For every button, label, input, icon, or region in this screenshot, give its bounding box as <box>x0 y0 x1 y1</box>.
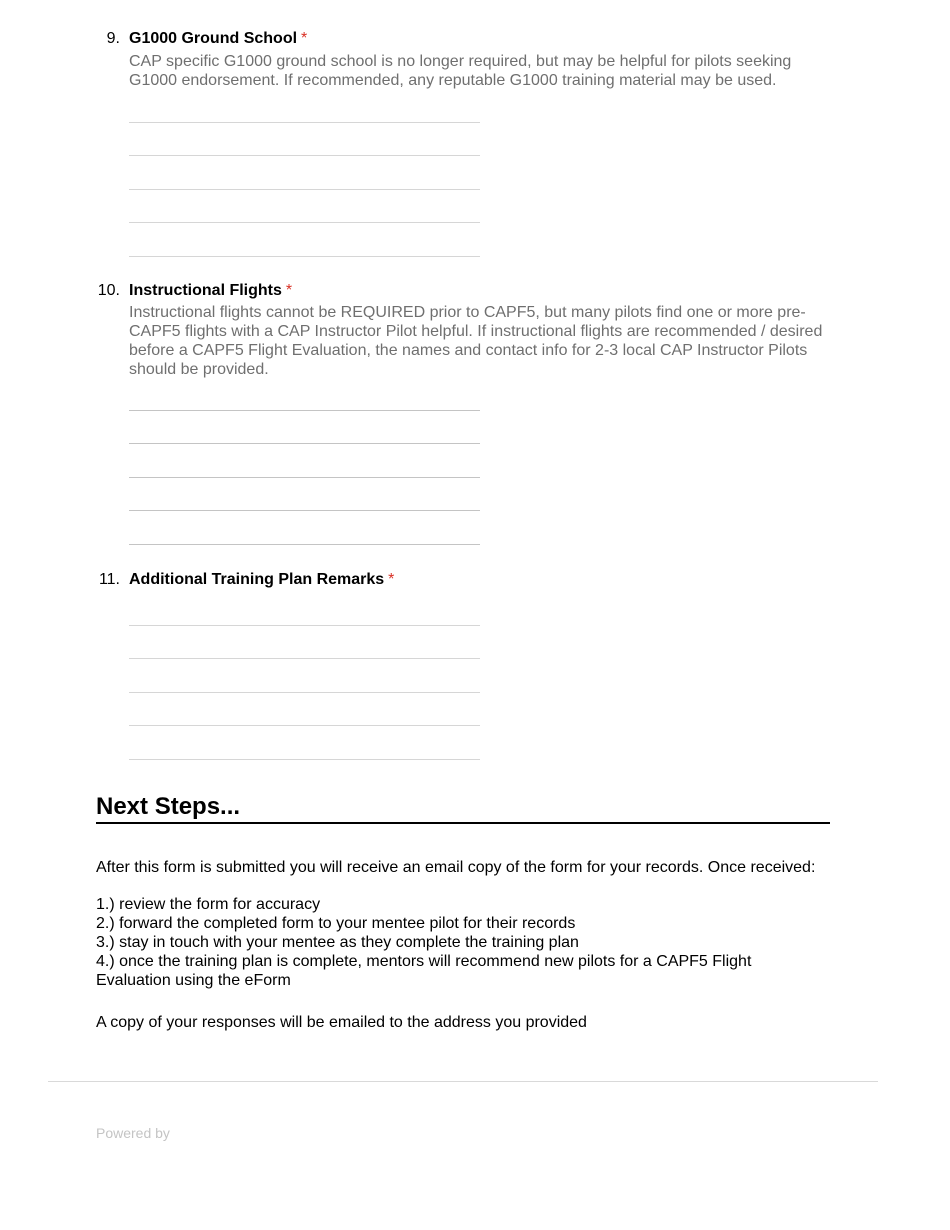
question-title-text: Additional Training Plan Remarks <box>129 571 385 588</box>
required-asterisk: * <box>388 571 395 588</box>
section-divider <box>96 822 830 824</box>
next-steps-intro: After this form is submitted you will receive an email copy of the form for your records. Once received: <box>96 859 816 876</box>
answer-line <box>129 189 480 190</box>
next-step-item: 1.) review the form for accuracy <box>96 896 321 913</box>
answer-line <box>129 443 480 444</box>
answer-textarea[interactable] <box>129 122 480 262</box>
next-steps-closing: A copy of your responses will be emailed to the address you provided <box>96 1014 587 1031</box>
question-title-text: G1000 Ground School <box>129 30 298 47</box>
next-steps-list <box>96 895 776 990</box>
answer-line <box>129 256 480 257</box>
next-step-item: 4.) once the training plan is complete, mentors will recommend new pilots for a CAPF5 Flight Evaluation using the eForm <box>96 953 752 989</box>
answer-line <box>129 725 480 726</box>
question-description: Instructional flights cannot be REQUIRED prior to CAPF5, but many pilots find one or more pre-CAPF5 flights with a CAP Instructor Pilot helpful. If instructional flights are recommended / desired before a CAPF5 Flight Evaluation, the names and contact info for 2-3 local CAP Instructor Pilots should be provided. <box>129 304 823 378</box>
next-step-item: 3.) stay in touch with your mentee as they complete the training plan <box>96 934 579 951</box>
required-asterisk: * <box>301 30 308 47</box>
answer-line <box>129 625 480 626</box>
question-number: 9. <box>106 30 120 47</box>
question-title-text: Instructional Flights <box>129 282 282 299</box>
answer-line <box>129 510 480 511</box>
question-title <box>129 29 307 48</box>
required-asterisk: * <box>285 282 293 299</box>
next-step-item: 2.) forward the completed form to your mentee pilot for their records <box>96 915 576 932</box>
answer-line <box>129 410 480 411</box>
answer-line <box>129 155 480 156</box>
footer-divider <box>48 1081 878 1082</box>
answer-line <box>129 544 480 545</box>
question-number: 10. <box>97 282 120 299</box>
answer-line <box>129 122 480 123</box>
answer-line <box>129 222 480 223</box>
answer-line <box>129 658 480 659</box>
answer-line <box>129 477 480 478</box>
powered-by-text: Powered by <box>96 1125 170 1141</box>
answer-line <box>129 692 480 693</box>
question-description: CAP specific G1000 ground school is no longer required, but may be helpful for pilots seeking G1000 endorsement. If recommended, any reputable G1000 training material may be used. <box>129 53 792 89</box>
answer-textarea[interactable] <box>129 410 480 550</box>
answer-textarea[interactable] <box>129 625 480 765</box>
question-title <box>129 570 394 589</box>
answer-line <box>129 759 480 760</box>
question-title <box>129 281 292 300</box>
section-title-next-steps: Next Steps... <box>96 793 241 820</box>
question-number: 11. <box>98 571 120 588</box>
